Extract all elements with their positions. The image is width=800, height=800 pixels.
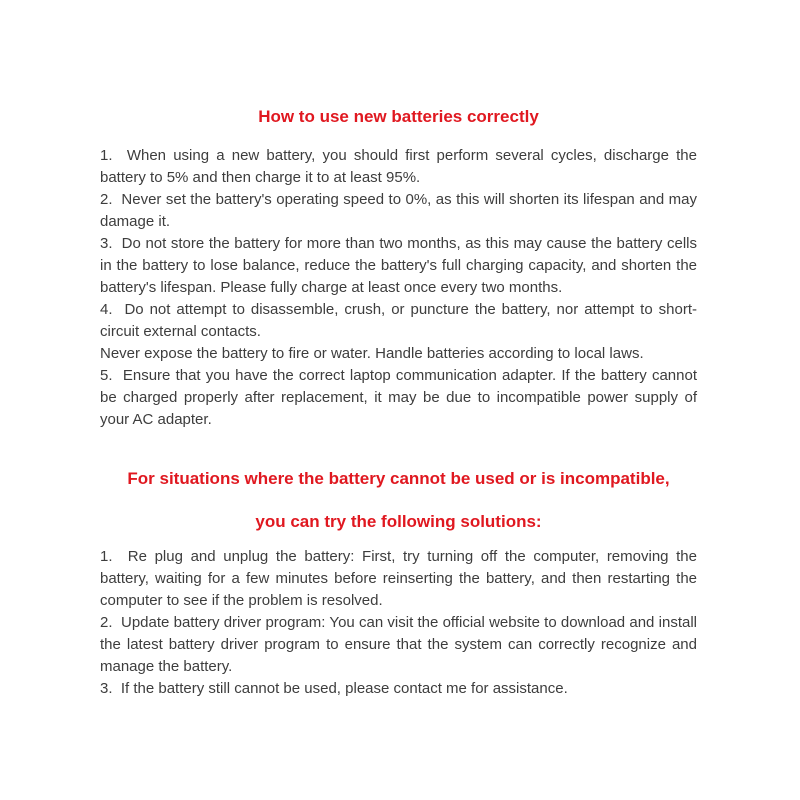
solutions-section-heading-line1: For situations where the battery cannot be used or is incompatible, — [127, 469, 670, 488]
usage-paragraph-5: Never expose the battery to fire or water. Handle batteries according to local laws. — [100, 345, 644, 362]
usage-section-heading: How to use new batteries correctly — [258, 107, 539, 126]
solutions-paragraph-2: 2. Update battery driver program: You can visit the official website to download and install the latest battery driver program to ensure that the system can correctly recognize and manage the battery. — [100, 614, 702, 675]
solutions-paragraph-list — [100, 546, 702, 700]
usage-paragraph-list — [100, 145, 702, 431]
usage-paragraph-4: 4. Do not attempt to disassemble, crush, or puncture the battery, nor attempt to short-circuit external contacts. — [100, 301, 697, 340]
solutions-section-heading-line2: you can try the following solutions: — [255, 512, 542, 531]
usage-paragraph-1: 1. When using a new battery, you should first perform several cycles, discharge the battery to 5% and then charge it to at least 95%. — [100, 147, 702, 186]
usage-paragraph-3: 3. Do not store the battery for more than two months, as this may cause the battery cells in the battery to lose balance, reduce the battery's full charging capacity, and shorten the battery's lifespan. Please fully charge at least once every two months. — [100, 235, 702, 296]
solutions-section-heading-group — [100, 468, 697, 533]
solutions-paragraph-1: 1. Re plug and unplug the battery: First, try turning off the computer, removing the battery, waiting for a few minutes before reinserting the battery, and then restarting the computer to see if the problem is resolved. — [100, 548, 702, 609]
usage-paragraph-6: 5. Ensure that you have the correct laptop communication adapter. If the battery cannot be charged properly after replacement, it may be due to incompatible power supply of your AC adapter. — [100, 367, 702, 428]
solutions-paragraph-3: 3. If the battery still cannot be used, please contact me for assistance. — [100, 680, 568, 697]
usage-paragraph-2: 2. Never set the battery's operating speed to 0%, as this will shorten its lifespan and may damage it. — [100, 191, 702, 230]
